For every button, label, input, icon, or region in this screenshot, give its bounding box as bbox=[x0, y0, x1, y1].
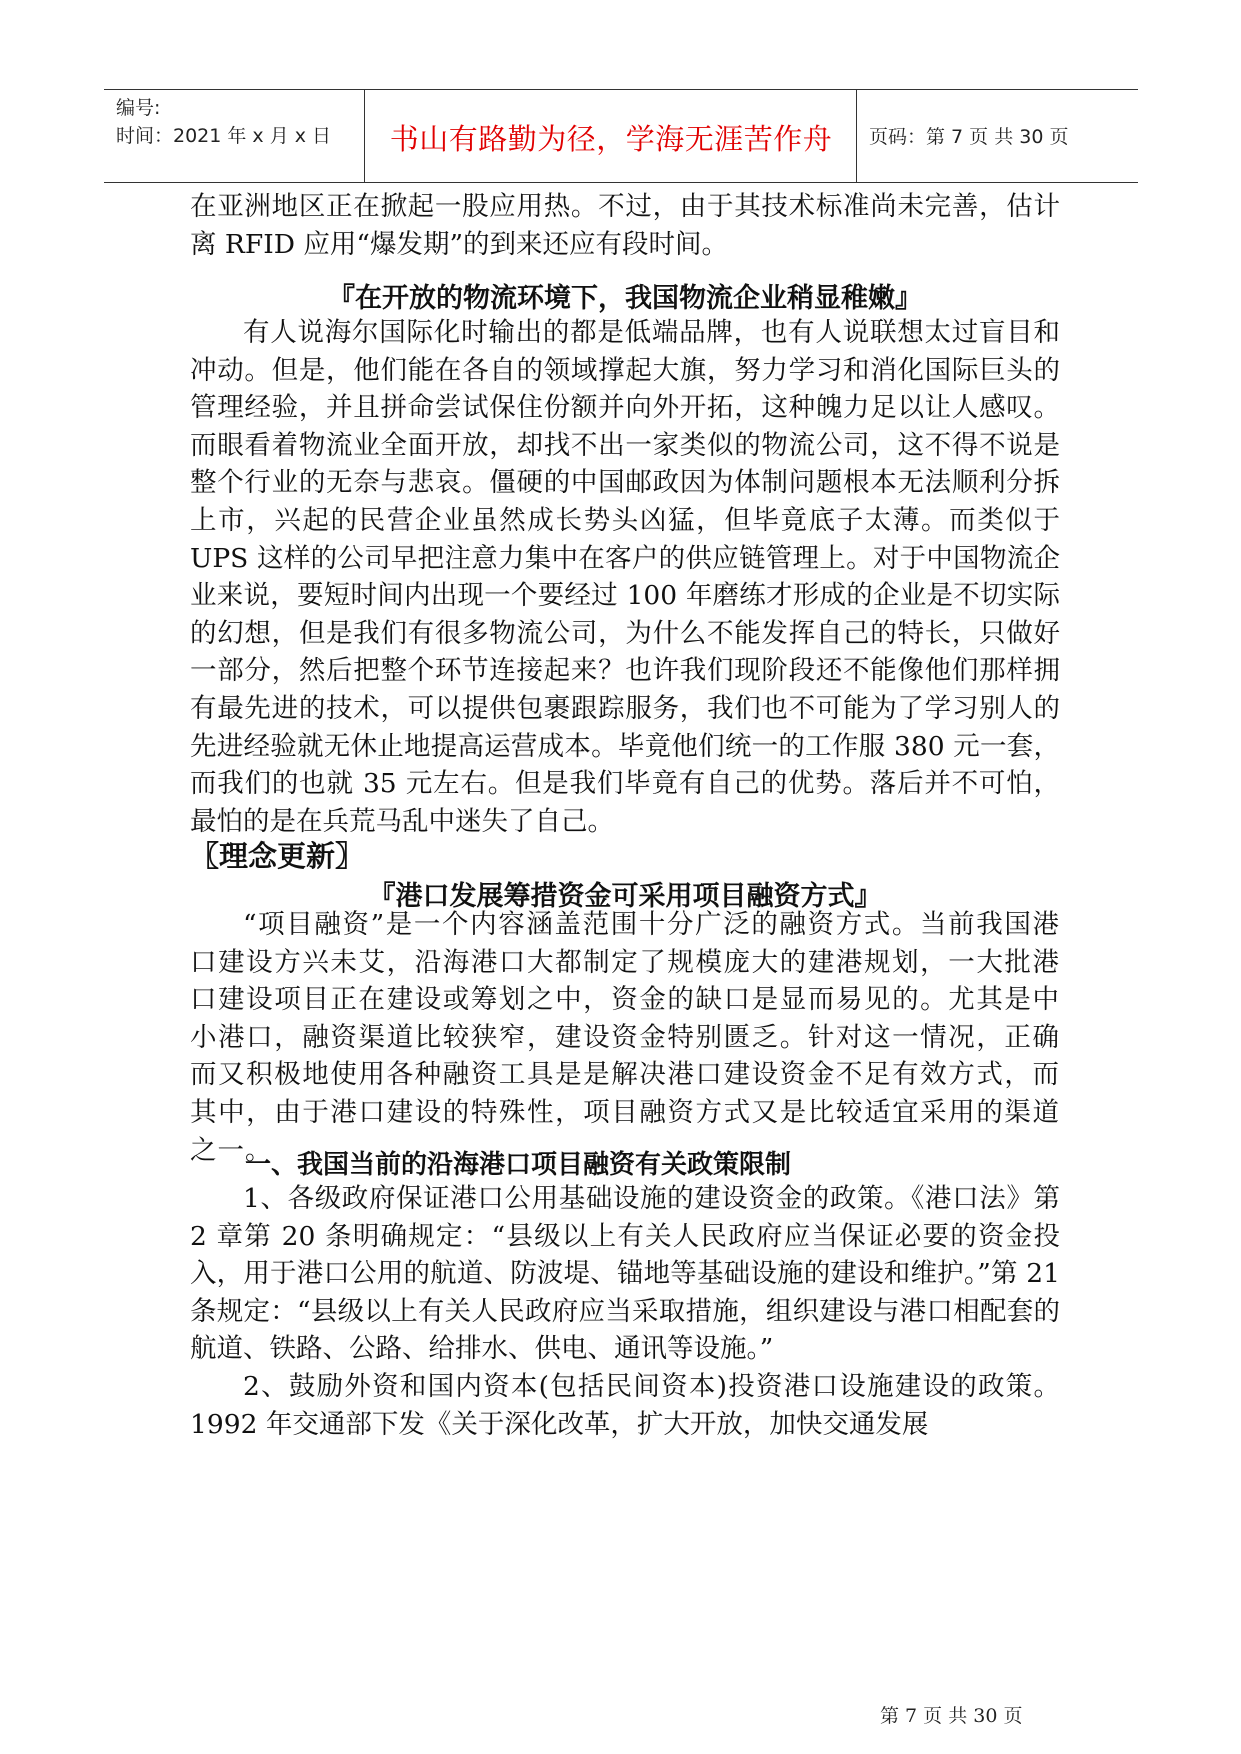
heading-concept-update: 〖理念更新〗 bbox=[190, 839, 365, 873]
body-block-4 bbox=[190, 834, 1060, 875]
body-block-2 bbox=[190, 276, 1060, 315]
header-divider-left bbox=[364, 90, 365, 182]
body-block-1 bbox=[190, 188, 1060, 263]
body-block-3 bbox=[190, 314, 1060, 840]
paragraph-policy-2: 2、鼓励外资和国内资本(包括民间资本)投资港口设施建设的政策。1992 年交通部下发《关于深化改革，扩大开放，加快交通发展 bbox=[190, 1370, 1060, 1440]
paragraph-policy-1: 1、各级政府保证港口公用基础设施的建设资金的政策。《港口法》第 2 章第 20 条明确规定：“县级以上有关人民政府应当保证必要的资金投入，用于港口公用的航道、防波堤、锚地等基础设施的建设和维护。”第 21 条规定：“县级以上有关人民政府应当采取措施，组织建设与港口相配套的航道、铁路、公路、给排水、供电、通讯等设施。” bbox=[190, 1183, 1060, 1365]
paragraph-logistics: 有人说海尔国际化时输出的都是低端品牌，也有人说联想太过盲目和冲动。但是，他们能在各自的领域撑起大旗，努力学习和消化国际巨头的管理经验，并且拼命尝试保住份额并向外开拓，这种魄力足以让人感叹。而眼看着物流业全面开放，却找不出一家类似的物流公司，这不得不说是整个行业的无奈与悲哀。僵硬的中国邮政因为体制问题根本无法顺利分拆上市，兴起的民营企业虽然成长势头凶猛，但毕竟底子太薄。而类似于 UPS 这样的公司早把注意力集中在客户的供应链管理上。对于中国物流企业来说，要短时间内出现一个要经过 100 年磨练才形成的企业是不切实际的幻想，但是我们有很多物流公司，为什么不能发挥自己的特长，只做好一部分，然后把整个环节连接起来？也许我们现阶段还不能像他们那样拥有最先进的技术，可以提供包裹跟踪服务，我们也不可能为了学习别人的先进经验就无休止地提高运营成本。毕竟他们统一的工作服 380 元一套，而我们的也就 35 元左右。但是我们毕竟有自己的优势。落后并不可怕，最怕的是在兵荒马乱中迷失了自己。 bbox=[190, 317, 1060, 837]
header-time-label: 时间：2021 年 x 月 x 日 bbox=[116, 125, 332, 147]
paragraph-rfid: 在亚洲地区正在掀起一股应用热。不过，由于其技术标准尚未完善，估计离 RFID 应用“爆发期”的到来还应有段时间。 bbox=[190, 191, 1060, 260]
heading-logistics: 『在开放的物流环境下，我国物流企业稍显稚嫩』 bbox=[328, 283, 922, 314]
heading-policy-limits: 一、我国当前的沿海港口项目融资有关政策限制 bbox=[245, 1150, 792, 1180]
paragraph-project-financing: “项目融资”是一个内容涵盖范围十分广泛的融资方式。当前我国港口建设方兴未艾，沿海港口大都制定了规模庞大的建港规划，一大批港口建设项目正在建设或筹划之中，资金的缺口是显而易见的。尤其是中小港口，融资渠道比较狭窄，建设资金特别匮乏。针对这一情况，正确而又积极地使用各种融资工具是是解决港口建设资金不足有效方式，而其中，由于港口建设的特殊性，项目融资方式又是比较适宜采用的渠道之一。 bbox=[190, 909, 1060, 1166]
page-footer: 第 7 页 共 30 页 bbox=[880, 1705, 1023, 1727]
header-motto: 书山有路勤为径，学海无涯苦作舟 bbox=[389, 122, 833, 156]
header-number-label: 编号: bbox=[116, 97, 161, 119]
header-page-label: 页码：第 7 页 共 30 页 bbox=[869, 126, 1069, 148]
body-block-8 bbox=[190, 1180, 1060, 1443]
header-meta bbox=[116, 94, 331, 150]
header-divider-right bbox=[856, 90, 857, 182]
body-block-7 bbox=[190, 1144, 1060, 1181]
heading-port-financing: 『港口发展筹措资金可采用项目融资方式』 bbox=[368, 881, 882, 912]
body-block-6 bbox=[190, 906, 1060, 1169]
page-header bbox=[104, 89, 1138, 183]
